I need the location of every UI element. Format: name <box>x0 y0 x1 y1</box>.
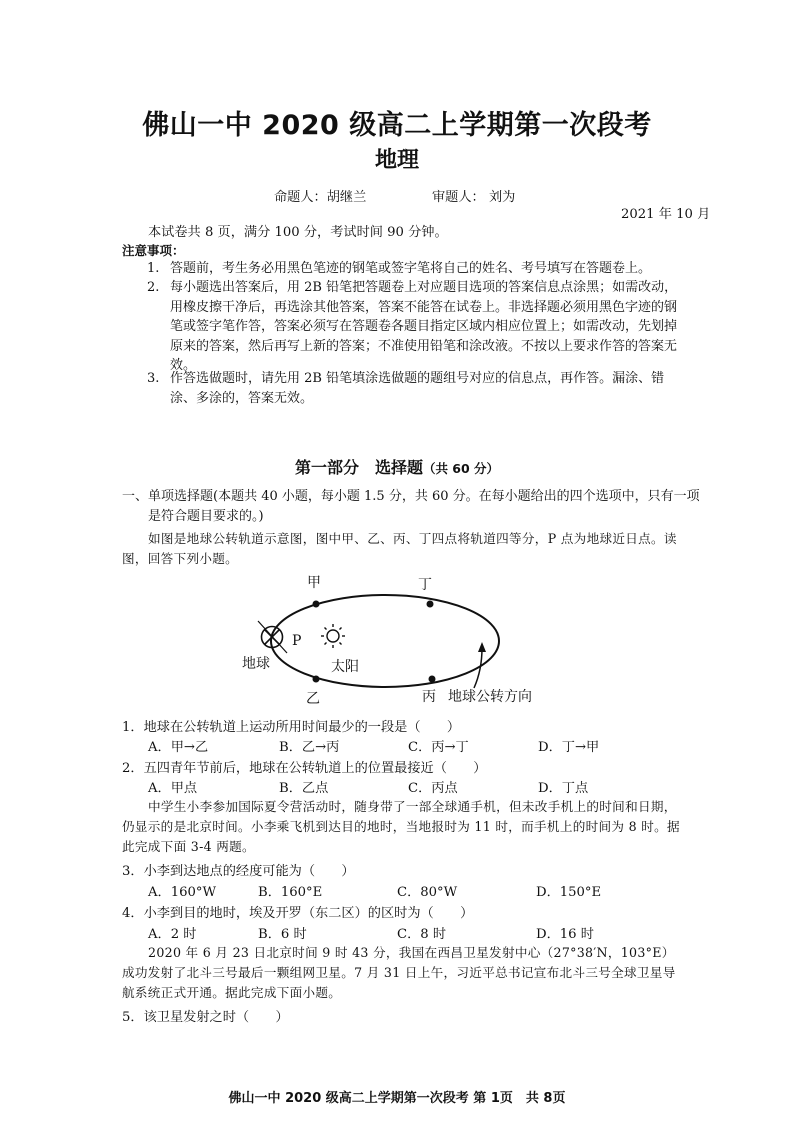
label-sun: 太阳 <box>331 659 359 675</box>
question-option: D．丁点 <box>538 781 589 796</box>
part1-instructions: 一、单项选择题(本题共 40 小题，每小题 1.5 分，共 60 分。在每小题给出的四个选项中，只有一项是符合题目要求的。) <box>122 489 700 524</box>
question-option: A．甲→乙 <box>148 740 209 755</box>
orbit-ellipse <box>271 595 499 687</box>
notice-item <box>147 259 685 279</box>
question-option: B．160°E <box>258 885 323 900</box>
question-option: B．6 时 <box>258 927 307 942</box>
notice-heading: 注意事项： <box>122 243 185 258</box>
notice-item-text: 作答选做题时，请先用 2B 铅笔填涂选做题的题组号对应的信息点，再作答。漏涂、错涂、多涂的，答案无效。 <box>170 371 665 406</box>
question-stem: 2．五四青年节前后，地球在公转轨道上的位置最接近（ ） <box>122 761 487 776</box>
notice-item-number: 2. <box>147 280 160 295</box>
notice-item <box>147 278 685 376</box>
point-jia <box>313 601 320 608</box>
question-option: D．丁→甲 <box>538 740 600 755</box>
context-timezone: 中学生小李参加国际夏令营活动时，随身带了一部全球通手机，但未改手机上的时间和日期，仍显示的是北京时间。小李乘飞机到达目的地时，当地报时为 11 时，而手机上的时间为 8 时。据此完成下面 3-4 两题。 <box>122 799 680 854</box>
question-option: D．150°E <box>536 885 602 900</box>
notice-item-number: 1. <box>147 261 160 276</box>
section-heading <box>0 455 794 478</box>
question-stem: 4．小李到目的地时，埃及开罗（东二区）的区时为（ ） <box>122 906 474 921</box>
question-option: C．8 时 <box>397 927 447 942</box>
arrow-head-icon <box>478 642 486 652</box>
question-option: C．丙点 <box>408 781 458 796</box>
sun-icon <box>321 624 345 648</box>
exam-title: 佛山一中 2020 级高二上学期第一次段考 <box>142 110 652 141</box>
label-yi: 乙 <box>306 691 320 707</box>
question-stem: 3．小李到达地点的经度可能为（ ） <box>122 864 355 879</box>
label-ding: 丁 <box>418 577 432 593</box>
point-bing <box>429 676 436 683</box>
question-stem: 1．地球在公转轨道上运动所用时间最少的一段是（ ） <box>122 720 461 735</box>
label-p: P <box>292 633 302 649</box>
question-option: C．80°W <box>397 885 458 900</box>
question-option: B．乙→丙 <box>279 740 340 755</box>
question-stem: 5．该卫星发射之时（ ） <box>122 1010 289 1025</box>
label-bing: 丙 <box>422 689 436 705</box>
context-satellite: 2020 年 6 月 23 日北京时间 9 时 43 分，我国在西昌卫星发射中心（27°38′N，103°E）成功发射了北斗三号最后一颗组网卫星。7 月 31 日上午，习近平总书记宣布北斗三号全球卫星导航系统正式开通。据此完成下面小题。 <box>122 945 676 1000</box>
notice-item-text: 答题前，考生务必用黑色笔迹的钢笔或签字笔将自己的姓名、考号填写在答题卷上。 <box>170 261 652 276</box>
notice-item-text: 每小题选出答案后，用 2B 铅笔把答题卷上对应题目选项的答案信息点涂黑；如需改动，用橡皮擦干净后，再选涂其他答案，答案不能答在试卷上。非选择题必须用黑色字迹的钢笔或签字笔作答，答案必须写在答题卷各题目指定区域内相应位置上；如需改动，先划掉原来的答案，然后再写上新的答案；不准使用铅笔和涂改液。不按以上要求作答的答案无效。 <box>170 280 678 373</box>
point-ding <box>427 601 434 608</box>
question-reviewer: 审题人： 刘为 <box>432 190 516 205</box>
exam-subject: 地理 <box>374 148 419 173</box>
label-jia: 甲 <box>307 575 321 591</box>
exam-intro: 本试卷共 8 页，满分 100 分，考试时间 90 分钟。 <box>148 225 448 240</box>
earth-icon <box>258 621 287 653</box>
point-yi <box>313 676 320 683</box>
exam-date: 2021 年 10 月 <box>621 207 711 222</box>
question-option: B．乙点 <box>279 781 329 796</box>
section-title: 第一部分 选择题 <box>294 458 423 477</box>
context-orbit: 如图是地球公转轨道示意图，图中甲、乙、丙、丁四点将轨道四等分，P 点为地球近日点。读图，回答下列小题。 <box>122 531 677 566</box>
question-setter: 命题人：胡继兰 <box>274 190 367 205</box>
label-direction: 地球公转方向 <box>448 689 532 705</box>
label-earth: 地球 <box>242 656 270 672</box>
question-option: D．16 时 <box>536 927 594 942</box>
notice-item <box>147 369 685 408</box>
section-score: （共 60 分） <box>422 461 500 476</box>
question-option: A．2 时 <box>148 927 197 942</box>
notice-item-number: 3. <box>147 371 160 386</box>
page-footer: 佛山一中 2020 级高二上学期第一次段考 第 1页 共 8页 <box>228 1091 566 1106</box>
orbit-figure <box>0 570 794 710</box>
question-option: A．甲点 <box>148 781 198 796</box>
question-option: C．丙→丁 <box>408 740 469 755</box>
question-option: A．160°W <box>148 885 217 900</box>
